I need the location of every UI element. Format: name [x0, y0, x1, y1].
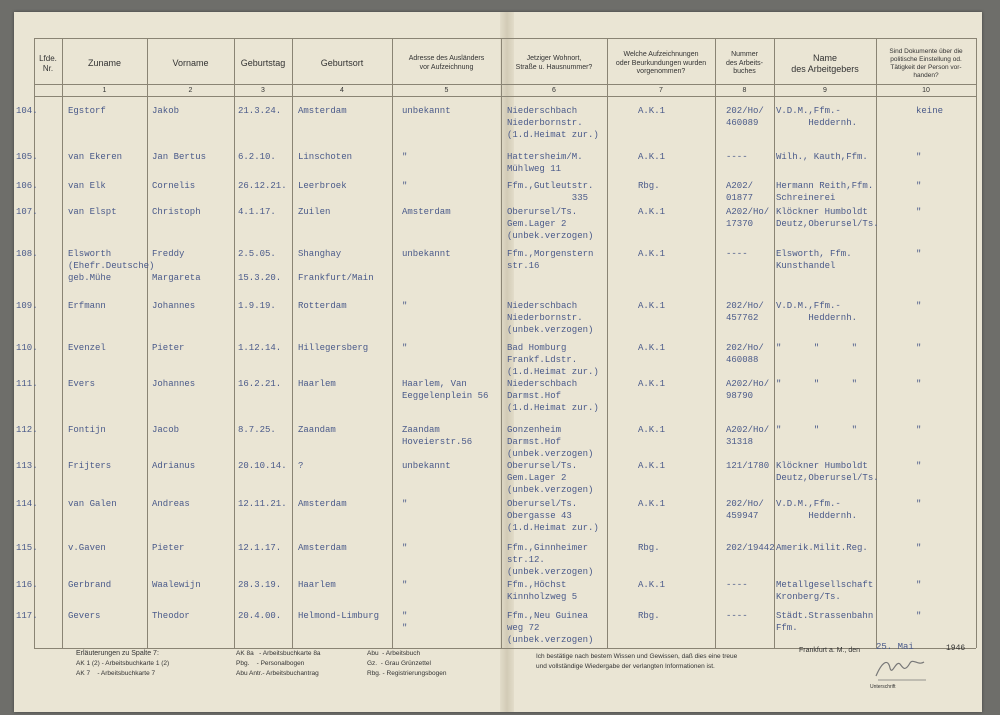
grid-line [607, 38, 608, 648]
row-number: 115. [16, 543, 38, 553]
current-residence: Hattersheim/M. Mühlweg 11 [507, 152, 583, 174]
column-number: 10 [922, 87, 930, 94]
employer: " " " [776, 379, 858, 389]
current-residence: Ffm.,Morgenstern str.16 [507, 249, 594, 271]
workbook-number: A202/ 01877 [726, 181, 754, 203]
surname: van Galen [68, 499, 117, 509]
records-made: Rbg. [638, 181, 660, 191]
workbook-number: ---- [726, 249, 748, 259]
prior-address: " [402, 181, 408, 191]
surname: Erfmann [68, 301, 106, 311]
grid-line [34, 38, 976, 39]
records-made: A.K.1 [638, 106, 666, 116]
political-documents: " [916, 461, 922, 471]
header-arbeitgeber: Name des Arbeitgebers [791, 52, 859, 74]
political-documents: " [916, 301, 922, 311]
political-documents: " [916, 499, 922, 509]
first-name: Adrianus [152, 461, 196, 471]
current-residence: Ffm.,Höchst Kinnholzweg 5 [507, 580, 578, 602]
workbook-number: A202/Ho/ 31318 [726, 425, 770, 447]
grid-line [392, 38, 393, 648]
prior-address: " " [402, 611, 408, 633]
row-number: 112. [16, 425, 38, 435]
surname: Frijters [68, 461, 112, 471]
birth-place: Amsterdam [298, 543, 347, 553]
legend-col2: AK 8a - Arbeitsbuchkarte 8a Pbg. - Personalbogen Abu Antr.- Arbeitsbuchantrag [236, 650, 321, 677]
records-made: Rbg. [638, 543, 660, 553]
row-number: 108. [16, 249, 38, 259]
records-made: A.K.1 [638, 461, 666, 471]
surname: Gevers [68, 611, 101, 621]
birth-place: Zuilen [298, 207, 331, 217]
prior-address: Amsterdam [402, 207, 451, 217]
political-documents: " [916, 207, 922, 217]
prior-address: Zaandam Hoveierstr.56 [402, 425, 473, 447]
current-residence: Niederschbach Niederbornstr. (1.d.Heimat zur.) [507, 106, 599, 140]
grid-line [501, 38, 502, 648]
current-residence: Ffm.,Ginnheimer str.12. (unbek.verzogen) [507, 543, 594, 577]
surname: Gerbrand [68, 580, 112, 590]
current-residence: Ffm.,Neu Guinea weg 72 (unbek.verzogen) [507, 611, 594, 645]
prior-address: unbekannt [402, 461, 451, 471]
records-made: A.K.1 [638, 580, 666, 590]
row-number: 116. [16, 580, 38, 590]
header-wohnort: Jetziger Wohnort, Straße u. Hausnummer? [515, 55, 593, 71]
birth-date: 20.10.14. [238, 461, 287, 471]
signature-label: Unterschrift [870, 684, 896, 690]
birth-date: 20.4.00. [238, 611, 282, 621]
employer: Metallgesellschaft Kronberg/Ts. [776, 580, 874, 602]
header-vorname: Vorname [172, 58, 209, 69]
workbook-number: 202/Ho/ 459947 [726, 499, 764, 521]
row-number: 110. [16, 343, 38, 353]
first-name: Pieter [152, 343, 185, 353]
workbook-number: 202/19442 [726, 543, 775, 553]
header-lfd-nr: Lfde. Nr. [39, 54, 57, 73]
header-aufzeichnungen: Welche Aufzeichnungen oder Beurkundungen wurden vorgenommen? [615, 50, 707, 76]
current-residence: Niederschbach Niederbornstr. (unbek.verzogen) [507, 301, 594, 335]
records-made: A.K.1 [638, 379, 666, 389]
grid-line [62, 38, 63, 648]
surname: Evenzel [68, 343, 106, 353]
birth-date: 12.11.21. [238, 499, 287, 509]
birth-date: 12.1.17. [238, 543, 282, 553]
birth-place: Rotterdam [298, 301, 347, 311]
employer: Wilh., Kauth,Ffm. [776, 152, 868, 162]
birth-place: Zaandam [298, 425, 336, 435]
header-dokumente: Sind Dokumente über die politische Einstellung od. Tätigkeit der Person vor- handen? [889, 47, 963, 80]
birth-place: ? [298, 461, 304, 471]
row-number: 113. [16, 461, 38, 471]
current-residence: Ffm.,Gutleutstr. 335 [507, 181, 594, 203]
row-number: 111. [16, 379, 38, 389]
surname: van Ekeren [68, 152, 123, 162]
workbook-number: 202/Ho/ 460089 [726, 106, 764, 128]
grid-line [715, 38, 716, 648]
first-name: Freddy Margareta [152, 249, 201, 283]
header-zuname: Zuname [87, 58, 122, 69]
birth-place: Helmond-Limburg [298, 611, 380, 621]
birth-place: Haarlem [298, 580, 336, 590]
column-number: 9 [823, 87, 827, 94]
first-name: Waalewijn [152, 580, 201, 590]
prior-address: unbekannt [402, 249, 451, 259]
employer: " " " [776, 343, 858, 353]
row-number: 117. [16, 611, 38, 621]
column-number: 1 [102, 87, 107, 94]
row-number: 105. [16, 152, 38, 162]
political-documents: " [916, 425, 922, 435]
birth-date: 1.12.14. [238, 343, 282, 353]
birth-date: 16.2.21. [238, 379, 282, 389]
handwritten-signature [872, 654, 932, 682]
records-made: A.K.1 [638, 207, 666, 217]
grid-line [876, 38, 877, 648]
employer: V.D.M.,Ffm.- Heddernh. [776, 499, 858, 521]
workbook-number: 202/Ho/ 460088 [726, 343, 764, 365]
row-number: 104. [16, 106, 38, 116]
surname: Evers [68, 379, 96, 389]
workbook-number: ---- [726, 152, 748, 162]
birth-place: Linschoten [298, 152, 353, 162]
row-number: 107. [16, 207, 38, 217]
birth-place: Leerbroek [298, 181, 347, 191]
header-adresse: Adresse des Ausländers vor Aufzeichnung [408, 55, 485, 71]
first-name: Jakob [152, 106, 180, 116]
row-number: 109. [16, 301, 38, 311]
birth-place: Amsterdam [298, 499, 347, 509]
records-made: A.K.1 [638, 343, 666, 353]
birth-date: 4.1.17. [238, 207, 276, 217]
employer: Klöckner Humboldt Deutz,Oberursel/Ts. [776, 461, 879, 483]
prior-address: " [402, 543, 408, 553]
date-day: 25. Mai [876, 642, 914, 652]
employer: Städt.Strassenbahn Ffm. [776, 611, 874, 633]
birth-date: 26.12.21. [238, 181, 287, 191]
header-geburtstag: Geburtstag [240, 58, 286, 69]
first-name: Pieter [152, 543, 185, 553]
row-number: 106. [16, 181, 38, 191]
current-residence: Niederschbach Darmst.Hof (1.d.Heimat zur.) [507, 379, 599, 413]
prior-address: " [402, 580, 408, 590]
political-documents: " [916, 611, 922, 621]
employer: Elsworth, Ffm. Kunsthandel [776, 249, 852, 271]
first-name: Johannes [152, 301, 196, 311]
birth-date: 21.3.24. [238, 106, 282, 116]
birth-date: 1.9.19. [238, 301, 276, 311]
employer: Hermann Reith,Ffm. Schreinerei [776, 181, 874, 203]
workbook-number: ---- [726, 580, 748, 590]
political-documents: " [916, 543, 922, 553]
birth-place: Amsterdam [298, 106, 347, 116]
header-arbeitsbuch: Nummer des Arbeits- buches [726, 50, 763, 76]
grid-line [976, 38, 977, 648]
current-residence: Oberursel/Ts. Gem.Lager 2 (unbek.verzogen) [507, 461, 594, 495]
workbook-number: ---- [726, 611, 748, 621]
prior-address: " [402, 152, 408, 162]
declaration-text: Ich bestätige nach bestem Wissen und Gewissen, daß dies eine treue und vollständige Wiedergabe der verlangten Informationen ist. [536, 653, 738, 670]
legend-title: Erläuterungen zu Spalte 7: [76, 650, 159, 657]
first-name: Johannes [152, 379, 196, 389]
employer: V.D.M.,Ffm.- Heddernh. [776, 301, 858, 323]
column-number: 8 [742, 87, 747, 94]
workbook-number: A202/Ho/ 98790 [726, 379, 770, 401]
grid-line [234, 38, 235, 648]
records-made: A.K.1 [638, 301, 666, 311]
current-residence: Oberursel/Ts. Gem.Lager 2 (unbek.verzogen) [507, 207, 594, 241]
employer: " " " [776, 425, 858, 435]
political-documents: " [916, 181, 922, 191]
birth-date: 2.5.05. 15.3.20. [238, 249, 282, 283]
column-number: 7 [659, 87, 663, 94]
prior-address: " [402, 343, 408, 353]
current-residence: Oberursel/Ts. Obergasse 43 (1.d.Heimat zur.) [507, 499, 599, 533]
records-made: A.K.1 [638, 499, 666, 509]
birth-date: 6.2.10. [238, 152, 276, 162]
legend-col1: AK 1 (2) - Arbeitsbuchkarte 1 (2) AK 7 - Arbeitsbuchkarte 7 [76, 660, 170, 677]
workbook-number: A202/Ho/ 17370 [726, 207, 770, 229]
prior-address: unbekannt [402, 106, 451, 116]
grid-line [774, 38, 775, 648]
records-made: A.K.1 [638, 425, 666, 435]
first-name: Jacob [152, 425, 180, 435]
workbook-number: 202/Ho/ 457762 [726, 301, 764, 323]
political-documents: " [916, 343, 922, 353]
employer: Klöckner Humboldt Deutz,Oberursel/Ts. [776, 207, 879, 229]
birth-date: 8.7.25. [238, 425, 276, 435]
first-name: Cornelis [152, 181, 196, 191]
first-name: Andreas [152, 499, 190, 509]
row-number: 114. [16, 499, 38, 509]
grid-line [147, 38, 148, 648]
political-documents: keine [916, 106, 944, 116]
surname: van Elspt [68, 207, 117, 217]
current-residence: Bad Homburg Frankf.Ldstr. (1.d.Heimat zur.) [507, 343, 599, 377]
records-made: Rbg. [638, 611, 660, 621]
political-documents: " [916, 379, 922, 389]
surname: van Elk [68, 181, 106, 191]
date-year: 1946 [946, 644, 966, 653]
column-number: 5 [444, 87, 449, 94]
political-documents: " [916, 580, 922, 590]
surname: Fontijn [68, 425, 106, 435]
surname: Elsworth (Ehefr.Deutsche) geb.Mühe [68, 249, 155, 283]
surname: v.Gaven [68, 543, 106, 553]
employer: V.D.M.,Ffm.- Heddernh. [776, 106, 858, 128]
legend-col3: Abu - Arbeitsbuch Gz. - Grau Grünzettel Rbg. - Registrierungsbogen [367, 650, 447, 677]
grid-line [292, 38, 293, 648]
header-geburtsort: Geburtsort [320, 58, 364, 69]
place-date-label: Frankfurt a. M., den [799, 647, 861, 654]
birth-place: Haarlem [298, 379, 336, 389]
workbook-number: 121/1780 [726, 461, 770, 471]
column-number: 4 [340, 87, 344, 94]
current-residence: Gonzenheim Darmst.Hof (unbek.verzogen) [507, 425, 594, 459]
first-name: Jan Bertus [152, 152, 207, 162]
column-number: 2 [188, 87, 193, 94]
birth-place: Hillegersberg [298, 343, 369, 353]
prior-address: " [402, 301, 408, 311]
surname: Egstorf [68, 106, 106, 116]
prior-address: Haarlem, Van Eeggelenplein 56 [402, 379, 489, 401]
first-name: Christoph [152, 207, 201, 217]
political-documents: " [916, 249, 922, 259]
column-number: 6 [552, 87, 556, 94]
first-name: Theodor [152, 611, 190, 621]
column-number: 3 [261, 87, 265, 94]
birth-date: 28.3.19. [238, 580, 282, 590]
document-sheet [14, 12, 982, 712]
political-documents: " [916, 152, 922, 162]
employer: Amerik.Milit.Reg. [776, 543, 868, 553]
records-made: A.K.1 [638, 249, 666, 259]
records-made: A.K.1 [638, 152, 666, 162]
birth-place: Shanghay Frankfurt/Main [298, 249, 374, 283]
prior-address: " [402, 499, 408, 509]
